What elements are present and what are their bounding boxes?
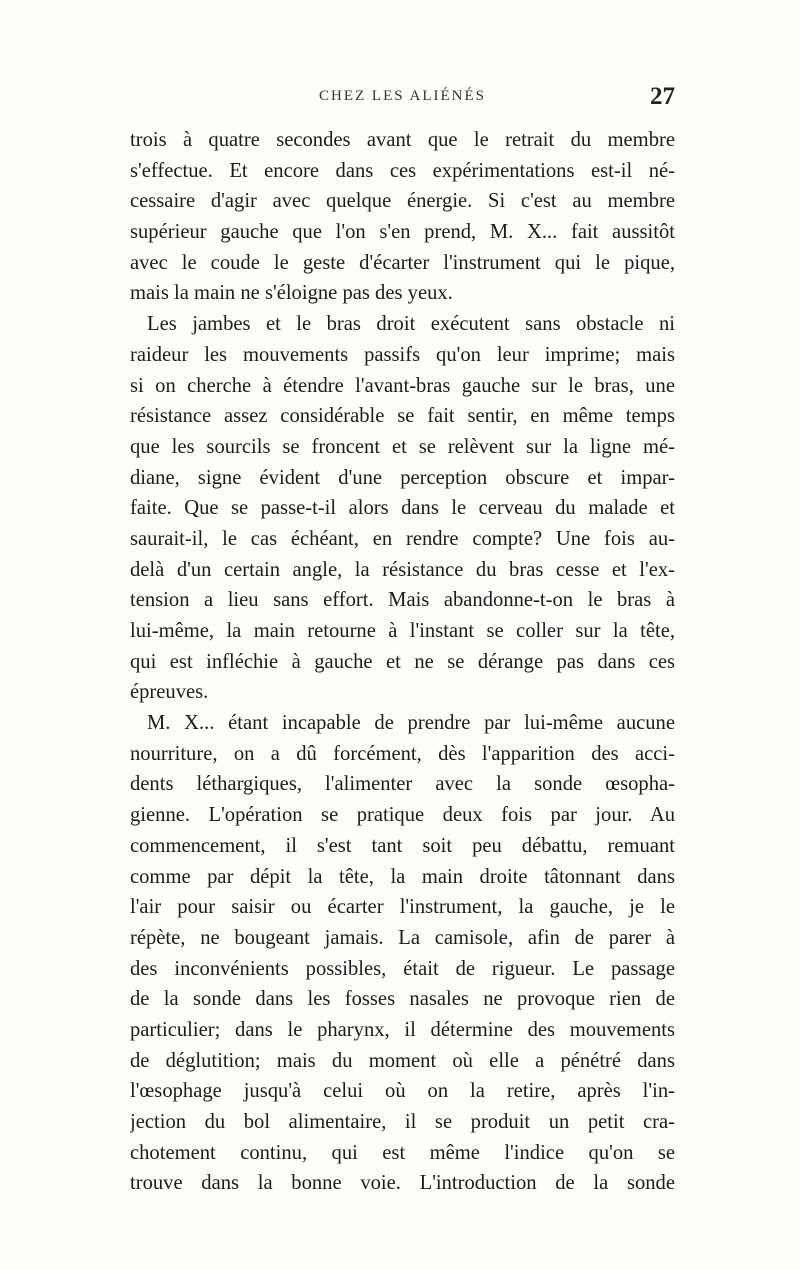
text-line: jection du bol alimentaire, il se produit un petit cra- bbox=[130, 1111, 675, 1133]
text-line: trouve dans la bonne voie. L'introduction de la sonde bbox=[130, 1172, 675, 1195]
text-line: résistance assez considérable se fait sentir, en même temps bbox=[130, 405, 675, 428]
text-line: de déglutition; mais du moment où elle a pénétré dans bbox=[130, 1049, 675, 1072]
text-line: chotement continu, qui est même l'indice qu'on se bbox=[130, 1141, 675, 1164]
text-line: s'effectue. Et encore dans ces expérimentations est-il né- bbox=[130, 159, 675, 182]
text-line: M. X... étant incapable de prendre par lui-même aucune bbox=[147, 712, 675, 735]
page-number: 27 bbox=[650, 83, 675, 110]
text-line: mais la main ne s'éloigne pas des yeux. bbox=[130, 282, 453, 305]
running-head bbox=[130, 83, 675, 118]
running-title: CHEZ LES ALIÉNÉS bbox=[319, 88, 486, 104]
text-line: raideur les mouvements passifs qu'on leur imprime; mais bbox=[130, 343, 675, 366]
text-line: tension a lieu sans effort. Mais abandonne-t-on le bras à bbox=[130, 589, 675, 612]
text-line: particulier; dans le pharynx, il détermine des mouvements bbox=[130, 1018, 675, 1041]
text-line: épreuves. bbox=[130, 681, 209, 704]
text-line: cessaire d'agir avec quelque énergie. Si c'est au membre bbox=[130, 190, 675, 213]
text-line: commencement, il s'est tant soit peu débattu, remuant bbox=[130, 834, 675, 857]
text-line: des inconvénients possibles, était de rigueur. Le passage bbox=[130, 957, 675, 980]
text-line: l'air pour saisir ou écarter l'instrument, la gauche, je le bbox=[130, 896, 675, 919]
text-line: dents léthargiques, l'alimenter avec la sonde œsopha- bbox=[130, 773, 675, 796]
text-line: delà d'un certain angle, la résistance du bras cesse et l'ex- bbox=[130, 558, 675, 581]
text-line: gienne. L'opération se pratique deux fois par jour. Au bbox=[130, 804, 675, 827]
text-line: supérieur gauche que l'on s'en prend, M. X... fait aussitôt bbox=[130, 221, 675, 244]
text-line: l'œsophage jusqu'à celui où on la retire, après l'in- bbox=[130, 1080, 675, 1103]
text-line: Les jambes et le bras droit exécutent sans obstacle ni bbox=[147, 313, 675, 336]
body-text bbox=[130, 125, 675, 1199]
text-line: de la sonde dans les fosses nasales ne provoque rien de bbox=[130, 988, 675, 1011]
text-line: qui est infléchie à gauche et ne se dérange pas dans ces bbox=[130, 650, 675, 673]
text-line: nourriture, on a dû forcément, dès l'apparition des acci- bbox=[130, 742, 675, 765]
text-line: diane, signe évident d'une perception obscure et impar- bbox=[130, 466, 675, 489]
text-line: faite. Que se passe-t-il alors dans le cerveau du malade et bbox=[130, 497, 675, 520]
text-line: avec le coude le geste d'écarter l'instrument qui le pique, bbox=[130, 251, 675, 274]
text-line: saurait-il, le cas échéant, en rendre compte? Une fois au- bbox=[130, 527, 675, 550]
text-line: lui-même, la main retourne à l'instant se coller sur la tête, bbox=[130, 620, 675, 642]
text-line: comme par dépit la tête, la main droite tâtonnant dans bbox=[130, 865, 675, 888]
text-line: si on cherche à étendre l'avant-bras gauche sur le bras, une bbox=[130, 374, 675, 397]
text-line: répète, ne bougeant jamais. La camisole, afin de parer à bbox=[130, 926, 675, 949]
text-line: que les sourcils se froncent et se relèvent sur la ligne mé- bbox=[130, 435, 675, 458]
text-line: trois à quatre secondes avant que le retrait du membre bbox=[130, 129, 675, 151]
